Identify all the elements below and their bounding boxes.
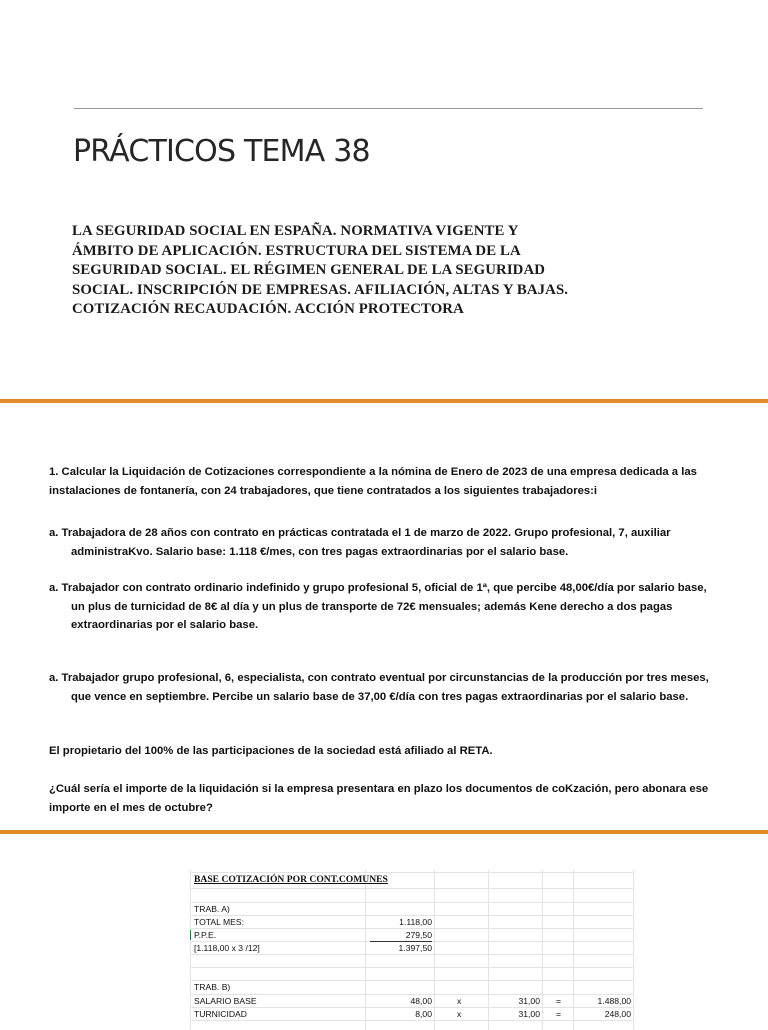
row-operator: x	[457, 996, 462, 1006]
subtitle-line: SEGURIDAD SOCIAL. EL RÉGIMEN GENERAL DE LA SEGURIDAD	[72, 262, 546, 279]
spreadsheet	[190, 870, 634, 1030]
grid-line	[190, 888, 634, 889]
grid-line	[190, 967, 634, 968]
text-line: ¿Cuál sería el importe de la liquidación si la empresa presentara en plazo los documentos de coKzación, pero abonara ese	[49, 783, 709, 795]
row-equals: =	[556, 1009, 562, 1019]
question-1	[49, 463, 729, 500]
sheet-header: BASE COTIZACIÓN POR CONT.COMUNES	[194, 874, 388, 885]
cell-cursor-mark	[190, 930, 191, 940]
final-question	[49, 780, 729, 817]
ppe-label: P.P.E.	[194, 930, 217, 940]
text-line: a. Trabajadora de 28 años con contrato en prácticas contratada el 1 de marzo de 2022. Grupo profesional, 7, auxiliar	[49, 527, 671, 539]
subtitle-line: ÁMBITO DE APLICACIÓN. ESTRUCTURA DEL SISTEMA DE LA	[72, 242, 521, 259]
formula-label: [1.118,00 x 3 /12]	[194, 943, 260, 953]
worker-b	[49, 579, 729, 635]
topic-subtitle	[72, 222, 632, 320]
row-equals: =	[556, 996, 562, 1006]
row-days: 31,00	[518, 996, 540, 1006]
row-days: 31,00	[518, 1009, 540, 1019]
subtitle-line: SOCIAL. INSCRIPCIÓN DE EMPRESAS. AFILIACIÓN, ALTAS Y BAJAS.	[72, 281, 569, 298]
text-line: un plus de turnicidad de 8€ al día y un plus de transporte de 72€ mensuales; además Kene derecho a dos pagas	[71, 600, 673, 613]
grid-line	[542, 870, 543, 1030]
grid-line	[434, 870, 435, 1030]
row-result: 1.488,00	[597, 996, 631, 1006]
title-slide	[0, 0, 768, 400]
grid-line	[190, 870, 191, 1030]
text-line: 1. Calcular la Liquidación de Cotizaciones correspondiente a la nómina de Enero de 2023 de una empresa dedicada a las	[49, 466, 697, 478]
trab-a-label: TRAB. A)	[194, 904, 230, 914]
text-line: extraordinarias por el salario base.	[71, 619, 259, 631]
subtitle-line: COTIZACIÓN RECAUDACIÓN. ACCIÓN PROTECTORA	[72, 301, 464, 318]
row-value: 8,00	[415, 1009, 432, 1019]
subtitle-line: LA SEGURIDAD SOCIAL EN ESPAÑA. NORMATIVA VIGENTE Y	[72, 223, 519, 239]
row-result: 248,00	[604, 1009, 631, 1019]
text-line: instalaciones de fontanería, con 24 trabajadores, que tiene contratados a los siguientes trabajadores:i	[49, 484, 598, 497]
worker-a	[49, 524, 729, 561]
text-line: que vence en septiembre. Percibe un salario base de 37,00 €/día con tres pagas extraordinarias por el salario base.	[71, 690, 689, 703]
text-line: a. Trabajador con contrato ordinario indefinido y grupo profesional 5, oficial de 1ª, que percibe 48,00€/día por salario base,	[49, 582, 707, 594]
row-label: TURNICIDAD	[194, 1009, 247, 1019]
total-mes-label: TOTAL MES:	[194, 917, 244, 927]
row-label: SALARIO BASE	[194, 996, 257, 1006]
formula-value: 1.397,50	[398, 943, 432, 953]
row-value: 48,00	[410, 996, 432, 1006]
page-title: PRÁCTICOS TEMA 38	[73, 134, 370, 169]
row-operator: x	[457, 1009, 462, 1019]
worker-c	[49, 669, 729, 706]
spreadsheet-slide	[0, 834, 768, 1024]
ppe-value: 279,50	[405, 930, 432, 940]
grid-line	[190, 902, 634, 903]
text-line: a. Trabajador grupo profesional, 6, especialista, con contrato eventual por circunstancias de la producción por tres meses,	[49, 672, 709, 684]
exercise-slide	[0, 403, 768, 830]
total-mes-value: 1.118,00	[399, 917, 432, 927]
text-line: importe en el mes de octubre?	[49, 801, 213, 814]
text-line: El propietario del 100% de las participaciones de la sociedad está afiliado al RETA.	[49, 745, 493, 757]
grid-line	[633, 870, 634, 1030]
text-line: administraKvo. Salario base: 1.118 €/mes, con tres pagas extraordinarias por el salario base.	[71, 545, 569, 558]
owner-note	[49, 742, 729, 761]
top-rule	[74, 108, 703, 109]
trab-b-label: TRAB. B)	[194, 982, 231, 992]
grid-line	[190, 980, 634, 981]
